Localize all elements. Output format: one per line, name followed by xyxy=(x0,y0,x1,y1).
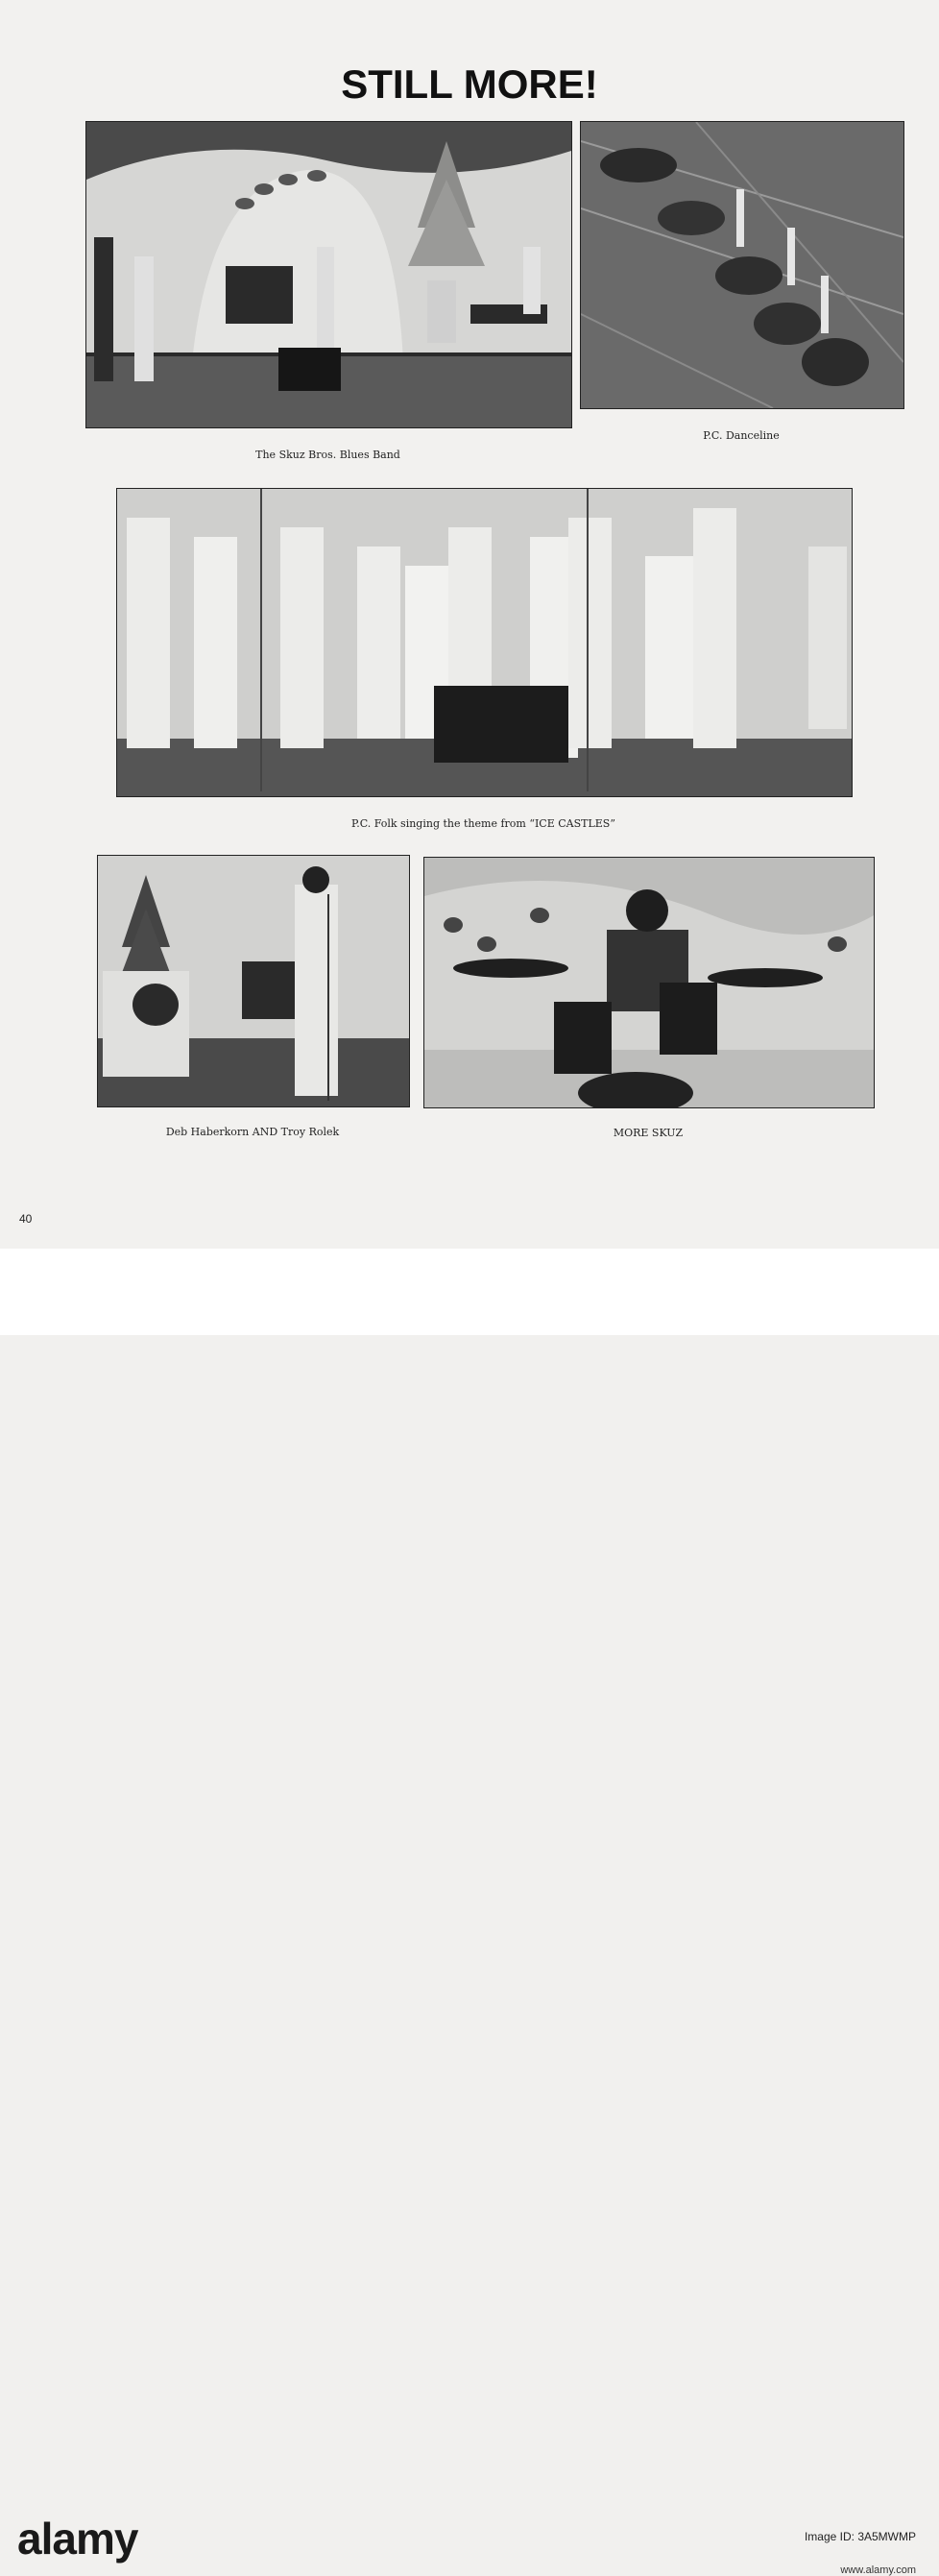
image-id-block xyxy=(805,2530,916,2543)
photo-folk xyxy=(116,488,853,797)
caption-duo: Deb Haberkorn AND Troy Rolek xyxy=(165,1126,340,1138)
photo-drummer xyxy=(423,857,875,1108)
page-number: 40 xyxy=(19,1212,33,1226)
photo-danceline xyxy=(580,121,904,409)
photo-skuz-band xyxy=(85,121,572,428)
page-title: STILL MORE! xyxy=(341,61,598,107)
photo-duo xyxy=(97,855,410,1107)
duo-photo-illustration xyxy=(98,856,409,1106)
yearbook-page xyxy=(0,0,939,1249)
band-photo-illustration xyxy=(86,122,571,427)
caption-drummer: MORE SKUZ xyxy=(613,1127,684,1139)
image-id-label: Image ID: 3A5MWMP xyxy=(804,2530,916,2543)
stock-footer-bar xyxy=(0,1249,939,2576)
caption-folk: P.C. Folk singing the theme from “ICE CASTLES” xyxy=(351,817,615,830)
caption-danceline: P.C. Danceline xyxy=(703,429,780,442)
drummer-photo-illustration xyxy=(424,858,874,1107)
footer-url: www.alamy.com xyxy=(840,2564,916,2576)
danceline-photo-illustration xyxy=(581,122,903,408)
alamy-logo: alamy xyxy=(17,2514,138,2564)
folk-photo-illustration xyxy=(117,489,852,796)
caption-skuz-band: The Skuz Bros. Blues Band xyxy=(255,449,400,461)
